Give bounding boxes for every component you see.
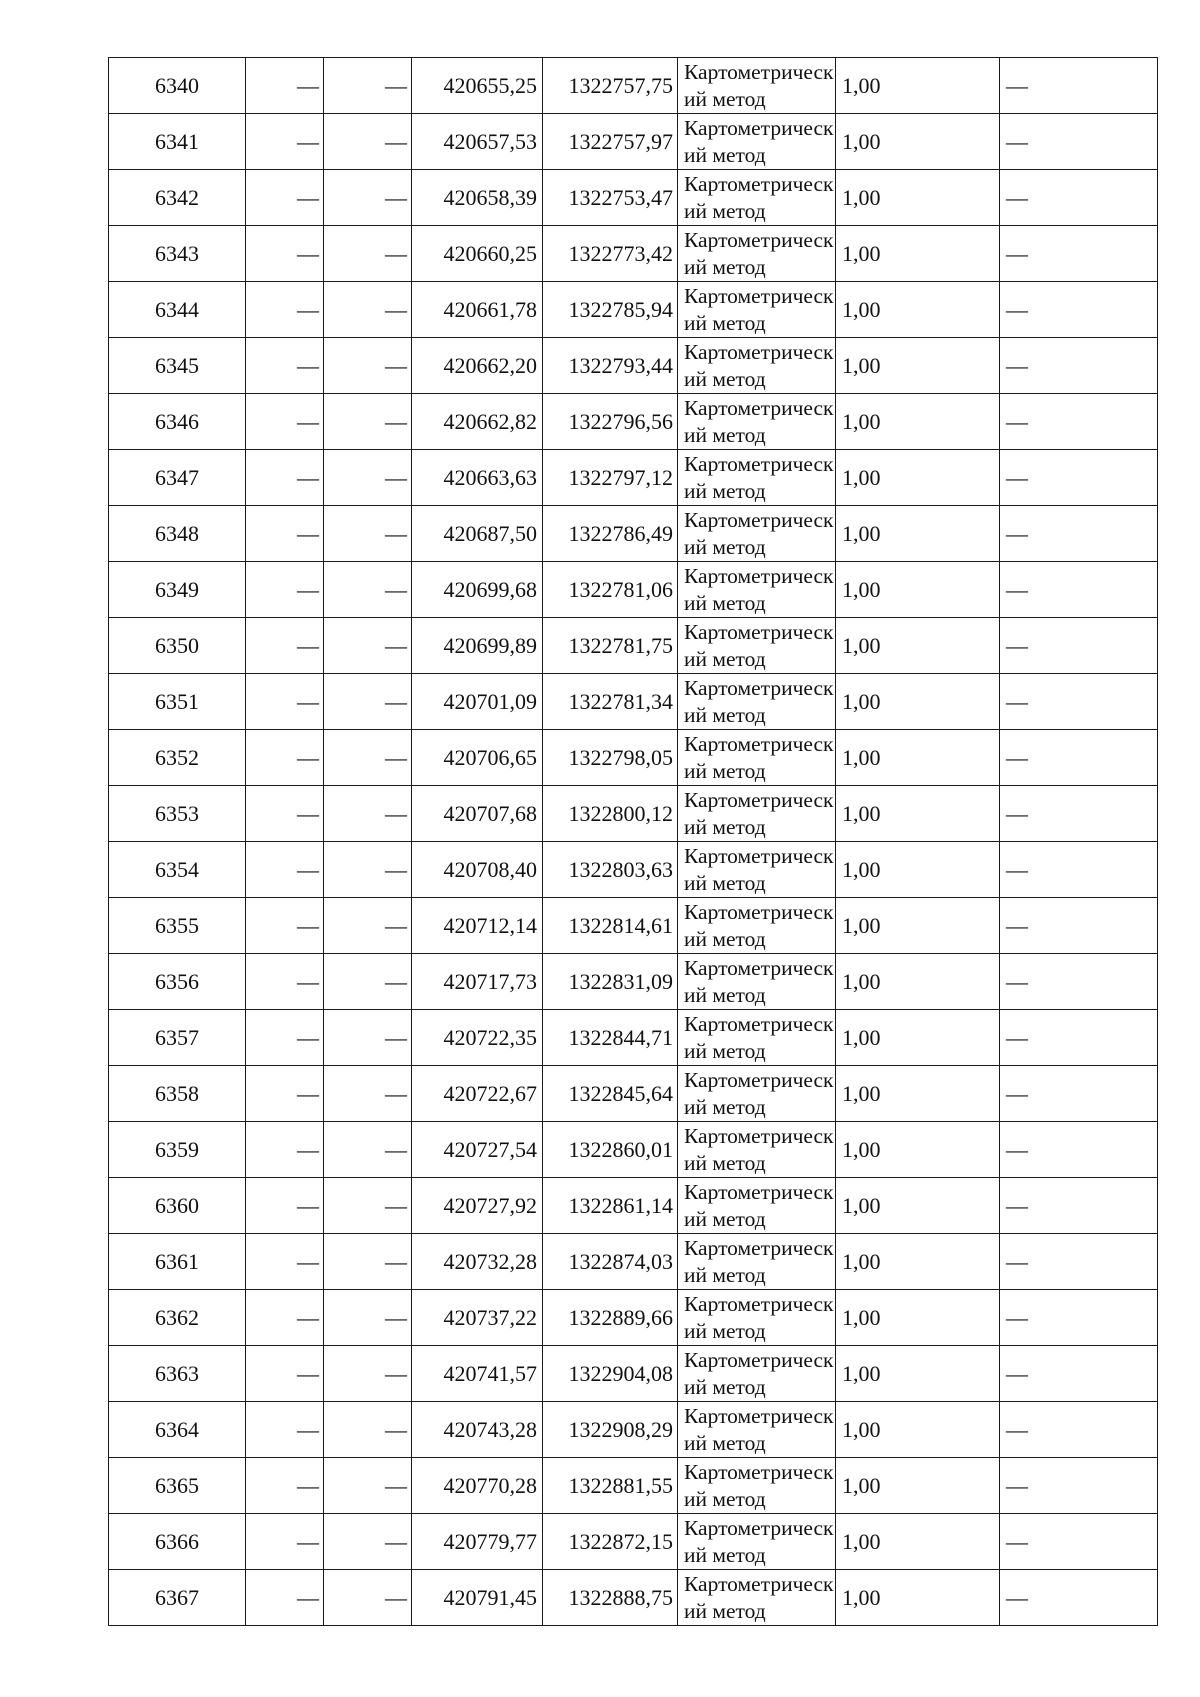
accuracy-cell: 1,00 [836,1402,1000,1458]
accuracy-cell: 1,00 [836,1346,1000,1402]
accuracy-cell: 1,00 [836,58,1000,114]
table-row [109,674,1158,730]
table-row [109,506,1158,562]
accuracy-cell: 1,00 [836,338,1000,394]
empty-value-cell: — [324,282,412,338]
y-coordinate-cell: 1322781,06 [543,562,678,618]
description-cell: — [1000,842,1158,898]
x-coordinate-cell: 420687,50 [412,506,543,562]
y-coordinate-cell: 1322845,64 [543,1066,678,1122]
x-coordinate-cell: 420727,92 [412,1178,543,1234]
y-coordinate-cell: 1322773,42 [543,226,678,282]
empty-value-cell: — [246,226,324,282]
description-cell: — [1000,1066,1158,1122]
y-coordinate-cell: 1322888,75 [543,1570,678,1626]
empty-value-cell: — [324,786,412,842]
y-coordinate-cell: 1322797,12 [543,450,678,506]
empty-value-cell: — [246,506,324,562]
point-number-cell: 6356 [109,954,246,1010]
y-coordinate-cell: 1322800,12 [543,786,678,842]
method-cell: Картометрический метод [678,1402,836,1458]
table-row [109,730,1158,786]
method-cell: Картометрический метод [678,114,836,170]
accuracy-cell: 1,00 [836,1570,1000,1626]
description-cell: — [1000,282,1158,338]
table-row [109,394,1158,450]
empty-value-cell: — [324,1514,412,1570]
table-row [109,1234,1158,1290]
description-cell: — [1000,1122,1158,1178]
empty-value-cell: — [324,338,412,394]
method-cell: Картометрический метод [678,730,836,786]
empty-value-cell: — [324,1402,412,1458]
empty-value-cell: — [246,1234,324,1290]
empty-value-cell: — [324,506,412,562]
x-coordinate-cell: 420717,73 [412,954,543,1010]
description-cell: — [1000,1570,1158,1626]
x-coordinate-cell: 420707,68 [412,786,543,842]
empty-value-cell: — [246,618,324,674]
point-number-cell: 6343 [109,226,246,282]
description-cell: — [1000,1514,1158,1570]
accuracy-cell: 1,00 [836,1010,1000,1066]
table-row [109,338,1158,394]
description-cell: — [1000,226,1158,282]
empty-value-cell: — [246,338,324,394]
x-coordinate-cell: 420662,82 [412,394,543,450]
empty-value-cell: — [246,842,324,898]
method-cell: Картометрический метод [678,1178,836,1234]
table-row [109,450,1158,506]
empty-value-cell: — [246,58,324,114]
empty-value-cell: — [324,1458,412,1514]
table-row [109,898,1158,954]
description-cell: — [1000,1402,1158,1458]
x-coordinate-cell: 420701,09 [412,674,543,730]
empty-value-cell: — [246,1122,324,1178]
x-coordinate-cell: 420699,89 [412,618,543,674]
accuracy-cell: 1,00 [836,1290,1000,1346]
y-coordinate-cell: 1322874,03 [543,1234,678,1290]
empty-value-cell: — [246,282,324,338]
table-row [109,1570,1158,1626]
y-coordinate-cell: 1322861,14 [543,1178,678,1234]
empty-value-cell: — [246,786,324,842]
point-number-cell: 6367 [109,1570,246,1626]
accuracy-cell: 1,00 [836,226,1000,282]
x-coordinate-cell: 420791,45 [412,1570,543,1626]
accuracy-cell: 1,00 [836,562,1000,618]
table-row [109,58,1158,114]
method-cell: Картометрический метод [678,898,836,954]
description-cell: — [1000,114,1158,170]
point-number-cell: 6366 [109,1514,246,1570]
x-coordinate-cell: 420722,67 [412,1066,543,1122]
method-cell: Картометрический метод [678,674,836,730]
empty-value-cell: — [324,674,412,730]
table-row [109,170,1158,226]
x-coordinate-cell: 420661,78 [412,282,543,338]
table-body [109,58,1158,1626]
y-coordinate-cell: 1322908,29 [543,1402,678,1458]
accuracy-cell: 1,00 [836,954,1000,1010]
x-coordinate-cell: 420708,40 [412,842,543,898]
description-cell: — [1000,170,1158,226]
point-number-cell: 6347 [109,450,246,506]
x-coordinate-cell: 420741,57 [412,1346,543,1402]
y-coordinate-cell: 1322904,08 [543,1346,678,1402]
empty-value-cell: — [246,954,324,1010]
table-row [109,1514,1158,1570]
method-cell: Картометрический метод [678,1234,836,1290]
empty-value-cell: — [324,394,412,450]
empty-value-cell: — [324,450,412,506]
description-cell: — [1000,786,1158,842]
point-number-cell: 6357 [109,1010,246,1066]
method-cell: Картометрический метод [678,506,836,562]
empty-value-cell: — [324,1234,412,1290]
empty-value-cell: — [324,1346,412,1402]
accuracy-cell: 1,00 [836,394,1000,450]
y-coordinate-cell: 1322860,01 [543,1122,678,1178]
x-coordinate-cell: 420658,39 [412,170,543,226]
x-coordinate-cell: 420712,14 [412,898,543,954]
point-number-cell: 6341 [109,114,246,170]
method-cell: Картометрический метод [678,1458,836,1514]
method-cell: Картометрический метод [678,1010,836,1066]
description-cell: — [1000,1458,1158,1514]
description-cell: — [1000,730,1158,786]
table-row [109,1178,1158,1234]
accuracy-cell: 1,00 [836,450,1000,506]
point-number-cell: 6355 [109,898,246,954]
description-cell: — [1000,1010,1158,1066]
y-coordinate-cell: 1322781,34 [543,674,678,730]
point-number-cell: 6350 [109,618,246,674]
point-number-cell: 6353 [109,786,246,842]
accuracy-cell: 1,00 [836,1514,1000,1570]
empty-value-cell: — [324,1570,412,1626]
y-coordinate-cell: 1322786,49 [543,506,678,562]
empty-value-cell: — [324,562,412,618]
method-cell: Картометрический метод [678,1346,836,1402]
empty-value-cell: — [324,58,412,114]
empty-value-cell: — [246,1346,324,1402]
point-number-cell: 6359 [109,1122,246,1178]
point-number-cell: 6348 [109,506,246,562]
description-cell: — [1000,1290,1158,1346]
point-number-cell: 6354 [109,842,246,898]
method-cell: Картометрический метод [678,842,836,898]
accuracy-cell: 1,00 [836,282,1000,338]
x-coordinate-cell: 420722,35 [412,1010,543,1066]
table-row [109,562,1158,618]
point-number-cell: 6345 [109,338,246,394]
accuracy-cell: 1,00 [836,730,1000,786]
empty-value-cell: — [324,1178,412,1234]
accuracy-cell: 1,00 [836,842,1000,898]
y-coordinate-cell: 1322889,66 [543,1290,678,1346]
table-row [109,226,1158,282]
method-cell: Картометрический метод [678,226,836,282]
y-coordinate-cell: 1322757,97 [543,114,678,170]
empty-value-cell: — [246,730,324,786]
description-cell: — [1000,674,1158,730]
method-cell: Картометрический метод [678,338,836,394]
empty-value-cell: — [324,226,412,282]
description-cell: — [1000,1346,1158,1402]
method-cell: Картометрический метод [678,562,836,618]
y-coordinate-cell: 1322881,55 [543,1458,678,1514]
x-coordinate-cell: 420657,53 [412,114,543,170]
method-cell: Картометрический метод [678,1122,836,1178]
point-number-cell: 6364 [109,1402,246,1458]
empty-value-cell: — [246,1010,324,1066]
point-number-cell: 6351 [109,674,246,730]
empty-value-cell: — [324,618,412,674]
empty-value-cell: — [246,1066,324,1122]
x-coordinate-cell: 420660,25 [412,226,543,282]
description-cell: — [1000,1234,1158,1290]
description-cell: — [1000,338,1158,394]
x-coordinate-cell: 420663,63 [412,450,543,506]
empty-value-cell: — [324,898,412,954]
y-coordinate-cell: 1322798,05 [543,730,678,786]
description-cell: — [1000,954,1158,1010]
description-cell: — [1000,618,1158,674]
empty-value-cell: — [246,1178,324,1234]
method-cell: Картометрический метод [678,1290,836,1346]
method-cell: Картометрический метод [678,786,836,842]
empty-value-cell: — [246,1514,324,1570]
accuracy-cell: 1,00 [836,1178,1000,1234]
empty-value-cell: — [324,730,412,786]
empty-value-cell: — [246,674,324,730]
point-number-cell: 6344 [109,282,246,338]
empty-value-cell: — [246,1570,324,1626]
table-row [109,842,1158,898]
method-cell: Картометрический метод [678,450,836,506]
x-coordinate-cell: 420706,65 [412,730,543,786]
x-coordinate-cell: 420779,77 [412,1514,543,1570]
method-cell: Картометрический метод [678,1514,836,1570]
description-cell: — [1000,898,1158,954]
description-cell: — [1000,1178,1158,1234]
table-row [109,114,1158,170]
method-cell: Картометрический метод [678,954,836,1010]
y-coordinate-cell: 1322803,63 [543,842,678,898]
empty-value-cell: — [246,1290,324,1346]
point-number-cell: 6360 [109,1178,246,1234]
table-row [109,786,1158,842]
empty-value-cell: — [246,562,324,618]
empty-value-cell: — [324,842,412,898]
method-cell: Картометрический метод [678,58,836,114]
table-row [109,1402,1158,1458]
point-number-cell: 6361 [109,1234,246,1290]
table-row [109,1122,1158,1178]
empty-value-cell: — [246,170,324,226]
table-row [109,1346,1158,1402]
accuracy-cell: 1,00 [836,786,1000,842]
point-number-cell: 6346 [109,394,246,450]
y-coordinate-cell: 1322753,47 [543,170,678,226]
table-row [109,1290,1158,1346]
table-row [109,1066,1158,1122]
empty-value-cell: — [324,114,412,170]
y-coordinate-cell: 1322757,75 [543,58,678,114]
y-coordinate-cell: 1322793,44 [543,338,678,394]
point-number-cell: 6340 [109,58,246,114]
table-row [109,282,1158,338]
accuracy-cell: 1,00 [836,506,1000,562]
method-cell: Картометрический метод [678,394,836,450]
empty-value-cell: — [324,1010,412,1066]
empty-value-cell: — [246,898,324,954]
point-number-cell: 6365 [109,1458,246,1514]
point-number-cell: 6349 [109,562,246,618]
empty-value-cell: — [324,1290,412,1346]
accuracy-cell: 1,00 [836,674,1000,730]
description-cell: — [1000,506,1158,562]
y-coordinate-cell: 1322785,94 [543,282,678,338]
description-cell: — [1000,394,1158,450]
point-number-cell: 6363 [109,1346,246,1402]
x-coordinate-cell: 420770,28 [412,1458,543,1514]
y-coordinate-cell: 1322872,15 [543,1514,678,1570]
empty-value-cell: — [324,170,412,226]
accuracy-cell: 1,00 [836,1122,1000,1178]
table-row [109,954,1158,1010]
method-cell: Картометрический метод [678,282,836,338]
accuracy-cell: 1,00 [836,898,1000,954]
method-cell: Картометрический метод [678,1570,836,1626]
empty-value-cell: — [324,1066,412,1122]
empty-value-cell: — [246,114,324,170]
y-coordinate-cell: 1322796,56 [543,394,678,450]
point-number-cell: 6358 [109,1066,246,1122]
method-cell: Картометрический метод [678,618,836,674]
y-coordinate-cell: 1322831,09 [543,954,678,1010]
empty-value-cell: — [324,1122,412,1178]
y-coordinate-cell: 1322814,61 [543,898,678,954]
accuracy-cell: 1,00 [836,170,1000,226]
table-row [109,618,1158,674]
x-coordinate-cell: 420699,68 [412,562,543,618]
method-cell: Картометрический метод [678,170,836,226]
accuracy-cell: 1,00 [836,114,1000,170]
y-coordinate-cell: 1322781,75 [543,618,678,674]
table-row [109,1010,1158,1066]
point-number-cell: 6342 [109,170,246,226]
x-coordinate-cell: 420655,25 [412,58,543,114]
x-coordinate-cell: 420732,28 [412,1234,543,1290]
accuracy-cell: 1,00 [836,1458,1000,1514]
description-cell: — [1000,562,1158,618]
x-coordinate-cell: 420737,22 [412,1290,543,1346]
empty-value-cell: — [246,394,324,450]
accuracy-cell: 1,00 [836,1234,1000,1290]
empty-value-cell: — [246,1402,324,1458]
x-coordinate-cell: 420743,28 [412,1402,543,1458]
coordinates-table [108,57,1158,1626]
accuracy-cell: 1,00 [836,618,1000,674]
point-number-cell: 6362 [109,1290,246,1346]
point-number-cell: 6352 [109,730,246,786]
x-coordinate-cell: 420727,54 [412,1122,543,1178]
method-cell: Картометрический метод [678,1066,836,1122]
empty-value-cell: — [324,954,412,1010]
x-coordinate-cell: 420662,20 [412,338,543,394]
description-cell: — [1000,58,1158,114]
empty-value-cell: — [246,450,324,506]
empty-value-cell: — [246,1458,324,1514]
description-cell: — [1000,450,1158,506]
table-row [109,1458,1158,1514]
y-coordinate-cell: 1322844,71 [543,1010,678,1066]
accuracy-cell: 1,00 [836,1066,1000,1122]
